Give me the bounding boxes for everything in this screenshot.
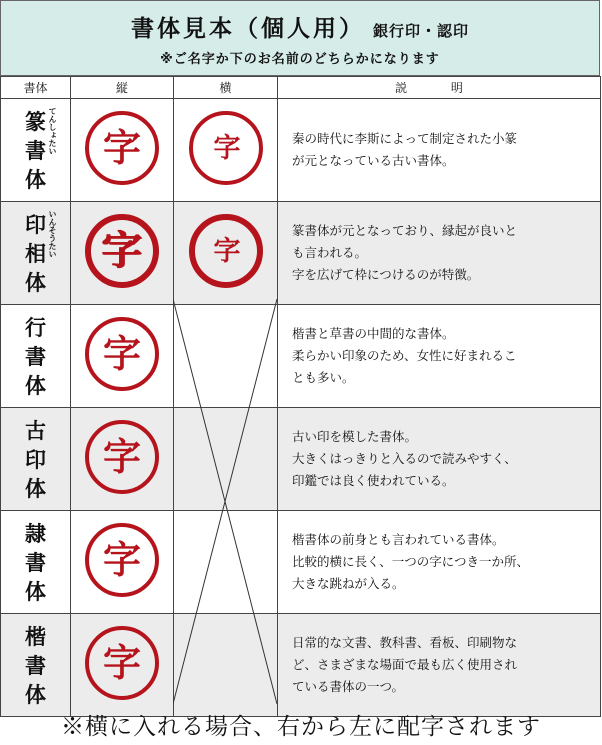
style-name-char: 印	[25, 446, 46, 472]
seal-glyph: 字	[102, 125, 141, 170]
seal-glyph: 字	[213, 132, 238, 164]
vertical-seal-stamp	[85, 420, 159, 494]
style-name-cell	[1, 99, 71, 202]
horizontal-seal-stamp	[189, 214, 263, 288]
header-note: ※ご名字か下のお名前のどちらかになります	[160, 52, 440, 67]
style-name-reading: いんそうたい	[48, 209, 57, 258]
description-line: 秦の時代に李斯によって制定された小篆	[292, 131, 518, 146]
style-name-cell	[1, 511, 71, 614]
vertical-seal-cell	[71, 614, 174, 717]
horizontal-seal-cell	[174, 305, 278, 408]
style-name-char: 体	[25, 372, 46, 398]
vertical-seal-stamp	[85, 523, 159, 597]
seal-glyph: 字	[102, 537, 141, 582]
vertical-seal-cell	[71, 511, 174, 614]
style-name-char: 印	[25, 211, 46, 237]
description-cell	[278, 614, 601, 717]
vertical-seal-stamp	[85, 626, 159, 700]
description-line: 古い印を模した書体。	[292, 429, 418, 444]
description-line: 日常的な文書、教科書、看板、印刷物な	[292, 635, 518, 650]
style-name-char: 書	[25, 652, 46, 678]
style-name	[25, 519, 46, 606]
table-row	[1, 202, 601, 305]
description-cell	[278, 511, 601, 614]
vertical-seal-stamp	[85, 214, 159, 288]
horizontal-seal-cell	[174, 614, 278, 717]
sample-table	[0, 76, 601, 717]
style-name-char: 隷	[25, 520, 46, 546]
col-header-vertical: 縦	[71, 77, 174, 99]
style-name-char: 相	[25, 240, 46, 266]
style-name	[25, 209, 57, 297]
description-line: ど、さまざまな場面で最も広く使用され	[292, 657, 518, 672]
horizontal-seal-stamp	[189, 111, 263, 185]
description-cell	[278, 202, 601, 305]
col-header-horizontal: 横	[174, 77, 278, 99]
description-line: 篆書体が元となっており、縁起が良いと	[292, 223, 518, 238]
table-row	[1, 614, 601, 717]
footer-note: ※横に入れる場合、右から左に配字されます	[61, 714, 541, 740]
style-name-cell	[1, 305, 71, 408]
title-row	[1, 10, 599, 43]
seal-glyph: 字	[213, 235, 238, 267]
style-name	[25, 106, 57, 194]
description-line: 大きくはっきりと入るので読みやすく、	[292, 451, 517, 466]
vertical-seal-cell	[71, 99, 174, 202]
vertical-seal-stamp	[85, 111, 159, 185]
horizontal-seal-cell	[174, 99, 278, 202]
style-name-char: 体	[25, 475, 46, 501]
description-line: 大きな跳ねが入る。	[292, 576, 405, 591]
style-name-char: 書	[25, 343, 46, 369]
style-name-cell	[1, 614, 71, 717]
description-line: 印鑑では良く使われている。	[292, 473, 455, 488]
seal-glyph: 字	[102, 331, 141, 376]
table-row	[1, 408, 601, 511]
style-name-char: 行	[25, 314, 46, 340]
style-name-char: 体	[25, 166, 46, 192]
description-line: とも多い。	[292, 370, 355, 385]
style-name-char: 書	[25, 549, 46, 575]
description-line: が元となっている古い書体。	[292, 153, 455, 168]
description-line: 楷書体の前身とも言われている書体。	[292, 532, 505, 547]
vertical-seal-cell	[71, 305, 174, 408]
style-name-char: 体	[25, 578, 46, 604]
vertical-seal-cell	[71, 408, 174, 511]
style-name	[25, 416, 46, 503]
page-title: 書体見本（個人用）	[130, 15, 365, 42]
style-name-char: 楷	[25, 623, 46, 649]
description-cell	[278, 305, 601, 408]
table-row	[1, 511, 601, 614]
description-line: ている書体の一つ。	[292, 679, 405, 694]
vertical-seal-stamp	[85, 317, 159, 391]
table-row	[1, 305, 601, 408]
description-line: 比較的横に長く、一つの字につき一か所、	[292, 554, 530, 569]
header-banner	[0, 0, 600, 76]
style-name	[25, 313, 46, 400]
description-line: 字を広げて枠につけるのが特徴。	[292, 267, 480, 282]
style-name-char: 古	[25, 417, 46, 443]
description-line: も言われる。	[292, 245, 368, 260]
style-name-char: 体	[25, 269, 46, 295]
style-name-char: 書	[25, 137, 46, 163]
col-header-style: 書体	[1, 77, 71, 99]
table-header-row	[1, 77, 601, 99]
style-name-reading: てんしょたい	[48, 106, 57, 155]
description-line: 楷書と草書の中間的な書体。	[292, 326, 455, 341]
style-name-char: 体	[25, 681, 46, 707]
description-cell	[278, 408, 601, 511]
title-subtext: 銀行印・認印	[372, 22, 469, 40]
style-name	[25, 622, 46, 709]
description-line: 柔らかい印象のため、女性に好まれるこ	[292, 348, 517, 363]
vertical-seal-cell	[71, 202, 174, 305]
style-name-cell	[1, 408, 71, 511]
seal-glyph: 字	[102, 434, 141, 479]
col-header-description: 説 明	[278, 77, 601, 99]
seal-glyph: 字	[102, 640, 141, 685]
horizontal-seal-cell	[174, 511, 278, 614]
seal-glyph: 字	[102, 227, 142, 274]
horizontal-seal-cell	[174, 408, 278, 511]
description-cell	[278, 99, 601, 202]
horizontal-seal-cell	[174, 202, 278, 305]
style-name-char: 篆	[25, 108, 46, 134]
table-row	[1, 99, 601, 202]
style-name-cell	[1, 202, 71, 305]
